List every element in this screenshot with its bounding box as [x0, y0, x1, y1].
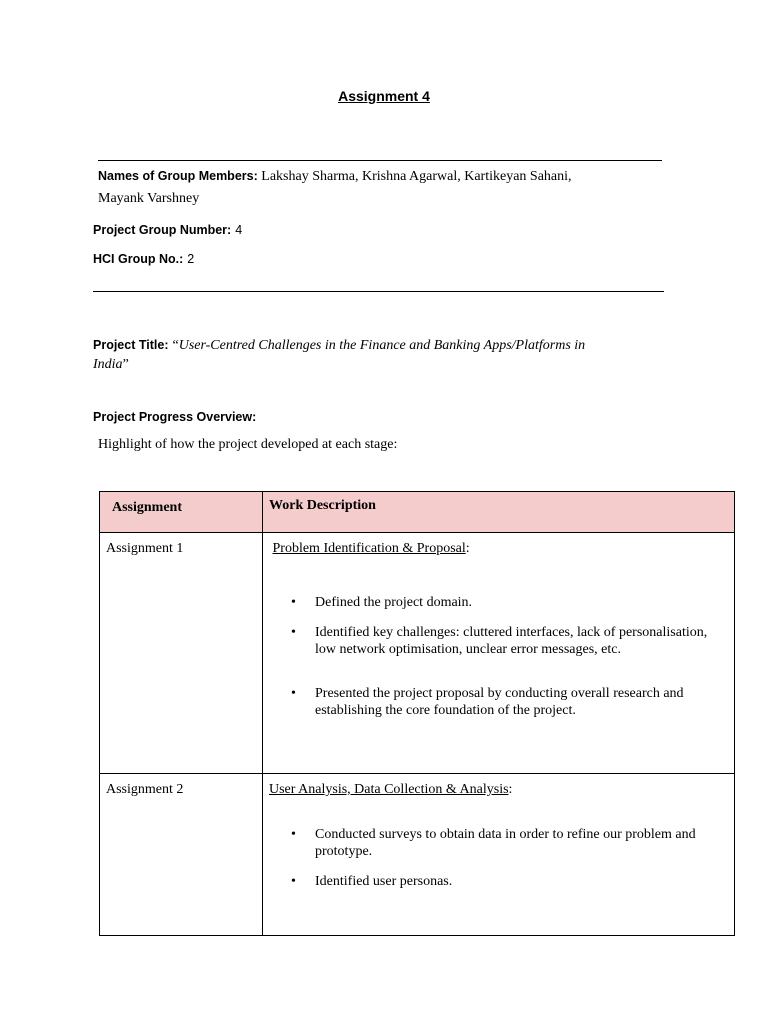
progress-heading: Project Progress Overview:	[93, 410, 257, 424]
members-line1: Lakshay Sharma, Krishna Agarwal, Kartikeyan Sahani,	[261, 169, 572, 184]
project-title-line1: User-Centred Challenges in the Finance and Banking Apps/Platforms in	[178, 338, 586, 353]
work-heading-text: User Analysis, Data Collection & Analysis	[269, 782, 509, 797]
project-title-cont	[93, 354, 129, 374]
project-group-number	[93, 221, 242, 239]
list-item: • Presented the project proposal by conducting overall research and establishing the core foundation of the project.	[315, 685, 724, 719]
header-work-description-label: Work Description	[269, 498, 376, 513]
table-row	[100, 774, 735, 936]
table-header-row	[100, 492, 735, 533]
list-item: • Identified key challenges: cluttered interfaces, lack of personalisation, low network optimisation, unclear error messages, etc.	[315, 624, 724, 658]
group-members	[98, 166, 678, 187]
assignment-cell	[100, 774, 263, 936]
work-heading-suffix: :	[465, 541, 470, 556]
work-heading	[269, 782, 724, 798]
progress-table	[99, 491, 735, 936]
work-cell	[263, 774, 735, 936]
members-line2: Mayank Varshney	[98, 191, 200, 206]
members-label: Names of Group Members:	[98, 169, 258, 183]
project-group-label: Project Group Number:	[93, 223, 232, 237]
project-title-open-quote: “	[172, 338, 179, 353]
work-cell	[263, 533, 735, 774]
hci-group-label: HCI Group No.:	[93, 252, 184, 266]
table-row	[100, 533, 735, 774]
header-work-description	[263, 492, 735, 533]
project-title-line2: India	[93, 357, 123, 372]
list-item: • Defined the project domain.	[315, 594, 724, 611]
header-assignment	[100, 492, 263, 533]
page-title: Assignment 4	[338, 88, 430, 104]
hci-group-number	[93, 250, 194, 268]
work-items	[269, 594, 724, 719]
list-item: • Conducted surveys to obtain data in order to refine our problem and prototype.	[315, 826, 724, 860]
work-items	[269, 826, 724, 890]
work-heading-suffix: :	[508, 782, 513, 797]
divider	[98, 160, 662, 161]
work-heading-text: Problem Identification & Proposal	[272, 541, 466, 556]
divider	[93, 291, 664, 292]
hci-group-value: 2	[187, 252, 195, 266]
assignment-cell	[100, 533, 263, 774]
work-heading	[269, 541, 724, 557]
header-assignment-label: Assignment	[112, 500, 183, 515]
project-title-label: Project Title:	[93, 338, 169, 352]
assignment-label: Assignment 1	[106, 541, 184, 556]
assignment-label: Assignment 2	[106, 782, 184, 797]
project-title-close-quote: ”	[122, 357, 129, 372]
project-group-value: 4	[235, 223, 243, 237]
project-title	[93, 335, 663, 355]
progress-intro: Highlight of how the project developed at each stage:	[98, 437, 398, 452]
list-item: • Identified user personas.	[315, 873, 724, 890]
